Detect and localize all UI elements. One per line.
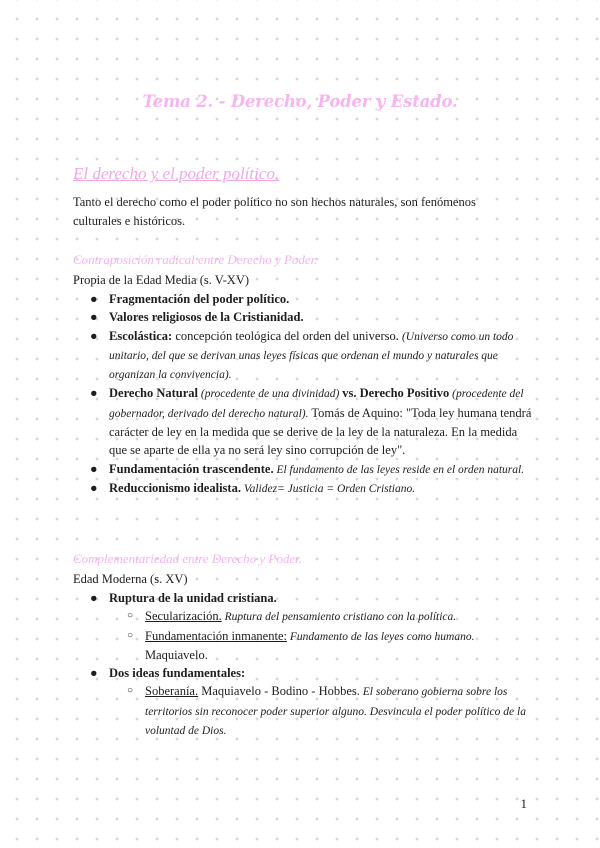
list-item: ● Reduccionismo idealista. Validez= Justicia = Orden Cristiano. — [73, 479, 533, 498]
page-title: Tema 2. - Derecho, Poder y Estado. — [142, 92, 458, 111]
section-subtitle-edad-moderna: Edad Moderna (s. XV) — [73, 572, 188, 586]
sub-bullet-icon: ○ — [127, 629, 134, 641]
section-heading-complementariedad: Complementariedad entre Derecho y Poder. — [73, 551, 303, 566]
section-subtitle-edad-media: Propia de la Edad Media (s. V-XV) — [73, 273, 250, 287]
list-item: ● Fundamentación trascendente. El fundamento de las leyes reside en el orden natural. — [73, 460, 533, 479]
list-item: ● Derecho Natural (procedente de una divinidad) vs. Derecho Positivo (procedente del gobernador, derivado del derecho natural). Tomás de Aquino: "Toda ley humana tendrá carácter de ley en la medida que se derive de la ley de la naturaleza. En la medida que se aparte de ella ya no será ley sino corrupción de ley". — [90, 386, 532, 458]
sub-list-item: ○ Secularización. Ruptura del pensamiento cristiano con la política. — [109, 607, 533, 626]
sub-bullet-icon: ○ — [127, 685, 134, 697]
list-item: ● Escolástica: concepción teológica del orden del universo. (Universo como un todo unitario, del que se derivan unas leyes físicas que ordenan el mundo y naturales que organizan la convivencia). — [90, 328, 514, 382]
bullet-icon: ● — [90, 328, 98, 343]
sub-list-item: ○ Soberanía. Maquiavelo - Bodino - Hobbes. El soberano gobierna sobre los territorios sin reconocer poder superior alguno. Desvincula el poder político de la voluntad de Dios. — [127, 684, 526, 738]
sub-list — [109, 607, 533, 664]
bullet-icon: ● — [90, 591, 98, 605]
contraposicion-list — [73, 290, 533, 498]
list-item: ● Ruptura de la unidad cristiana. ○ Secularización. Ruptura del pensamiento cristiano con la política. ○ Fundamentación inmanente: Fundamento de las leyes como humano. Maquiavelo. — [73, 589, 533, 664]
sub-list — [109, 682, 533, 740]
list-item: ● Fragmentación del poder político. — [73, 290, 533, 308]
complementariedad-list — [73, 589, 533, 740]
bullet-icon: ● — [90, 480, 98, 495]
sub-list-item: ○ Fundamentación inmanente: Fundamento de las leyes como humano. Maquiavelo. — [127, 628, 475, 662]
bullet-icon: ● — [90, 386, 98, 401]
bullet-icon: ● — [90, 461, 98, 476]
intro-paragraph: Tanto el derecho como el poder político no son hechos naturales, son fenómenos culturales e históricos. — [73, 195, 476, 228]
list-item: ● Valores religiosos de la Cristianidad. — [73, 308, 533, 326]
section-heading-contraposicion: Contraposición radical entre Derecho y Poder. — [73, 252, 318, 267]
bullet-icon: ● — [90, 292, 98, 306]
sub-bullet-icon: ○ — [127, 610, 134, 622]
bullet-icon: ● — [90, 666, 98, 681]
section-heading-derecho-poder-politico: El derecho y el poder político. — [73, 164, 280, 183]
page-number: 1 — [520, 796, 527, 811]
list-item: ● Dos ideas fundamentales: ○ Soberanía. Maquiavelo - Bodino - Hobbes. El soberano gobierna sobre los territorios sin reconocer poder superior alguno. Desvincula el poder político de la voluntad de Dios. — [73, 664, 533, 740]
bullet-icon: ● — [90, 310, 98, 325]
